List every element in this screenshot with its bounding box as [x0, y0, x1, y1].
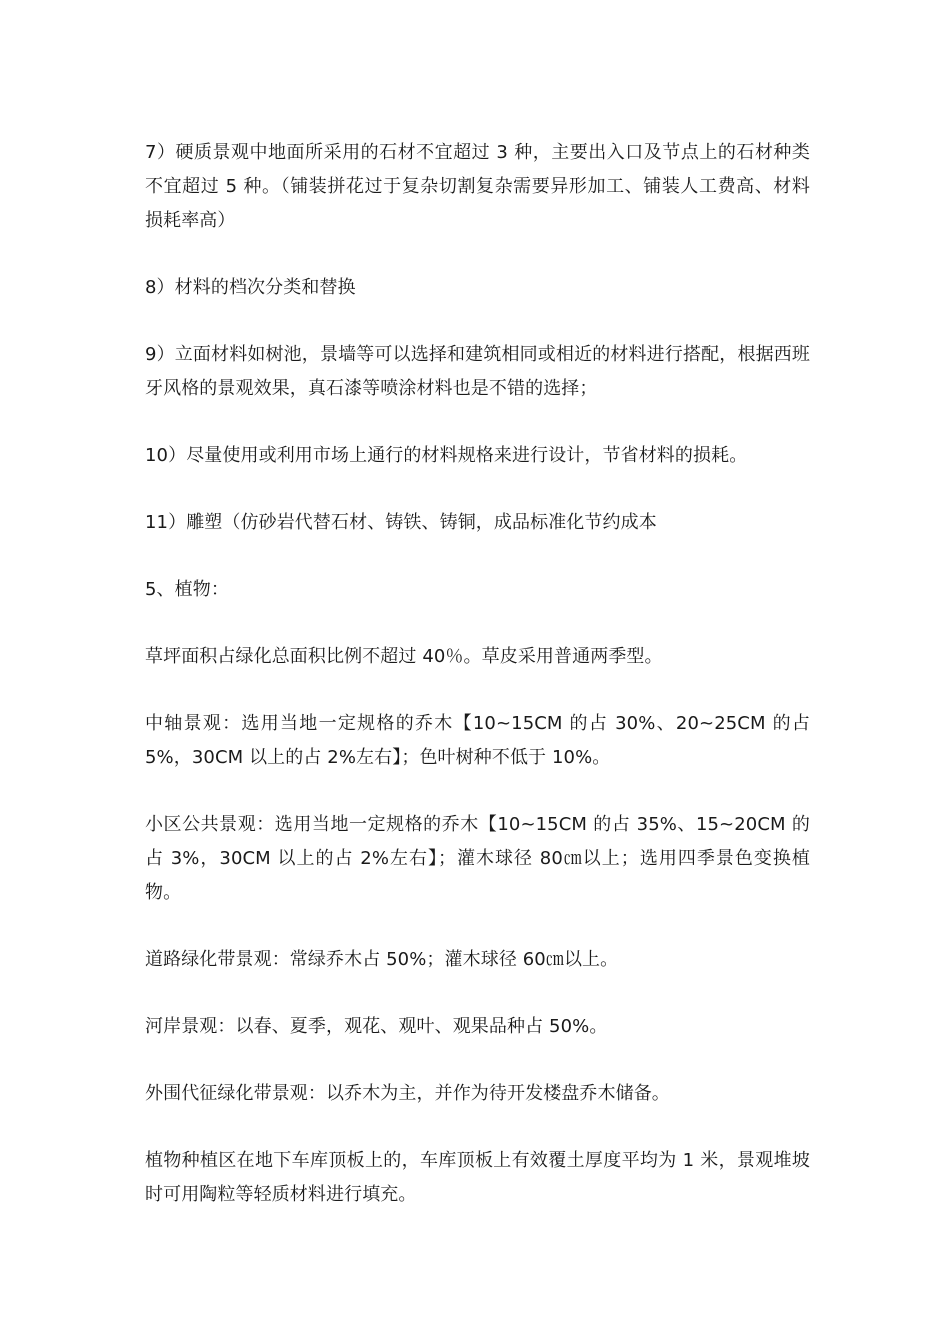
section-heading-plants: 5、植物：	[145, 579, 229, 600]
paragraph-item-7-stone-types: 7）硬质景观中地面所采用的石材不宜超过 3 种，主要出入口及节点上的石材种类不宜超过 5 种。（铺装拼花过于复杂切割复杂需要异形加工、铺装人工费高、材料损耗率高）	[145, 142, 810, 231]
paragraph-riverbank: 河岸景观：以春、夏季，观花、观叶、观果品种占 50%。	[145, 1016, 608, 1037]
paragraph-central-axis: 中轴景观：选用当地一定规格的乔木【10~15CM 的占 30%、20~25CM 的占 5%，30CM 以上的占 2%左右】；色叶树种不低于 10%。	[145, 713, 810, 768]
document-body	[145, 136, 810, 1245]
paragraph-outer-greenbelt: 外围代征绿化带景观：以乔木为主，并作为待开发楼盘乔木储备。	[145, 1083, 670, 1104]
paragraph-item-10-standard-specs: 10）尽量使用或利用市场上通行的材料规格来进行设计，节省材料的损耗。	[145, 445, 748, 466]
paragraph-public-landscape: 小区公共景观：选用当地一定规格的乔木【10~15CM 的占 35%、15~20CM 的占 3%，30CM 以上的占 2%左右】；灌木球径 80㎝以上；选用四季景色变换植物。	[145, 814, 810, 903]
paragraph-garage-roof-planting: 植物种植区在地下车库顶板上的，车库顶板上有效覆土厚度平均为 1 米，景观堆坡时可用陶粒等轻质材料进行填充。	[145, 1150, 810, 1205]
paragraph-road-greenbelt: 道路绿化带景观：常绿乔木占 50%；灌木球径 60㎝以上。	[145, 949, 619, 970]
paragraph-item-8-material-grades: 8）材料的档次分类和替换	[145, 277, 356, 298]
paragraph-lawn-ratio: 草坪面积占绿化总面积比例不超过 40％。草皮采用普通两季型。	[145, 646, 663, 667]
paragraph-item-11-sculpture: 11）雕塑（仿砂岩代替石材、铸铁、铸铜，成品标准化节约成本	[145, 512, 657, 533]
paragraph-item-9-facade-materials: 9）立面材料如树池，景墙等可以选择和建筑相同或相近的材料进行搭配，根据西班牙风格的景观效果，真石漆等喷涂材料也是不错的选择；	[145, 344, 810, 399]
